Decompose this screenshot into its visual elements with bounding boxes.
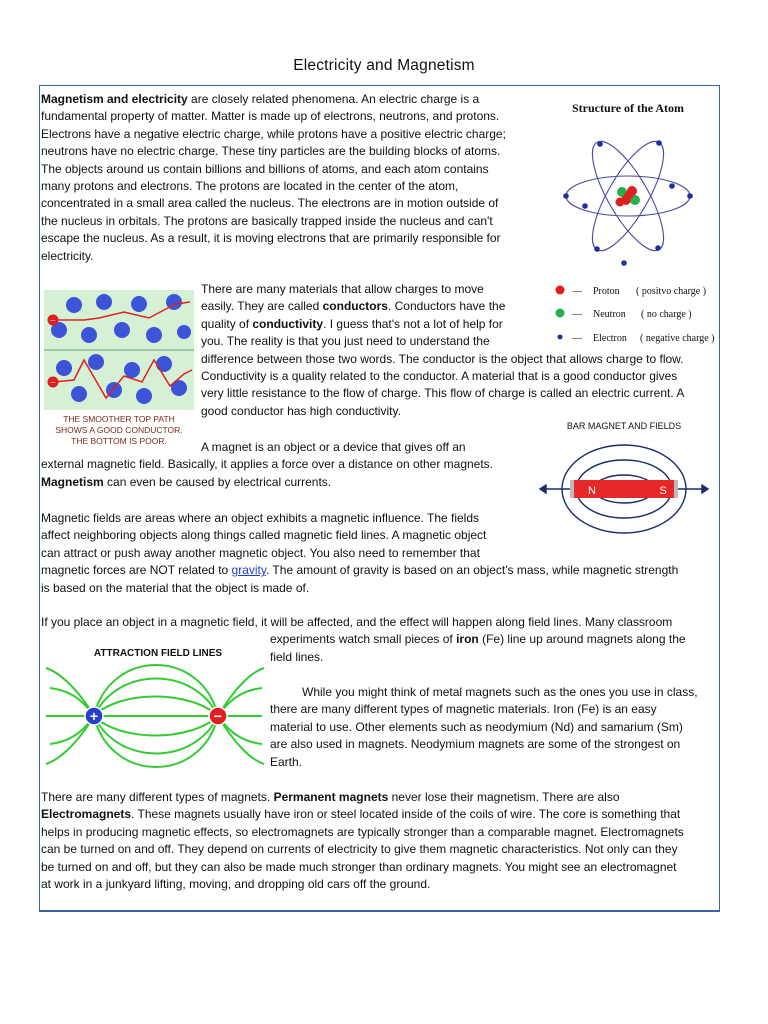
attraction-field-lines <box>46 665 264 767</box>
bold-term: conductors <box>322 299 388 314</box>
paragraph-conductors: There are many materials that allow charges to move easily. They are called conductors. Conductors have the quality of conductivity. I guess that's not a lot of help for you. The reality is that you just need to understand the difference between those two words. The conductor is the object that allows charge to flow. Conductivity is a quality related to the conductor. A material that is a good conductor gives very little resistance to the flow of charge. This flow of charge is called an electric current. A good conductor has high conductivity. <box>201 282 685 418</box>
south-pole-label: S <box>659 485 667 497</box>
gravity-link[interactable]: gravity <box>231 563 266 578</box>
svg-text:−: − <box>50 378 56 389</box>
paragraph-atoms: Magnetism and electricity are closely related phenomena. An electric charge is a fundamental property of matter. Matter is made up of electrons, neutrons, and protons. Electrons have a negative electric charge, while protons have a positive electric charge; neutrons have no electric charge. These tiny particles are the building blocks of atoms. The objects around us contain billions and billions of atoms, and each atom contains many protons and electrons. The protons are located in the center of the atom, concentrated in a small area called the nucleus. The electrons are in motion outside of the nucleus in orbitals. The protons are basically trapped inside the nucleus and can't escape the nucleus. As a result, it is moving electrons that are primarily responsible for electricity. <box>41 92 506 263</box>
bold-term: Magnetism <box>41 474 104 489</box>
paragraph-magnetic-fields: Magnetic fields are areas where an object exhibits a magnetic influence. The fields affect neighboring objects along things called magnetic field lines. A magnetic object can attract or push away another magnetic object. You also need to remember that magnetic forces are NOT related to gravity. The amount of gravity is based on an object's mass, while magnetic strength is based on the material that the object is made of. <box>41 511 679 595</box>
svg-text:—: — <box>572 333 582 344</box>
atom-figure-title: Structure of the Atom <box>571 101 685 115</box>
atom-nucleus <box>616 186 641 207</box>
svg-text:—: — <box>572 309 582 320</box>
paragraph-types-of-magnets: There are many different types of magnets. Permanent magnets never lose their magnetism. There are also Electromagnets. These magnets usually have iron or steel located inside of the coils of wire. The core is something that helps in producing magnetic effects, so electromagnets are typically stronger than a comparable magnet. Electromagnets can be turned on and off. They depend on currents of electricity to give them magnetic characteristics. Not only can they be turned on and off, but they can also be made much stronger than ordinary magnets. You might see an electromagnet at work in a junkyard lifting, moving, and dropping old cars off the ground. <box>41 790 684 892</box>
bold-term: Permanent magnets <box>273 790 389 804</box>
conductor-figure <box>44 290 196 448</box>
conductor-caption-2: SHOWS A GOOD CONDUCTOR. <box>55 425 183 435</box>
svg-text:+: + <box>89 708 99 724</box>
paragraph-magnetic-materials: While you might think of metal magnets such as the ones you use in class, there are many different types of magnetic materials. Iron (Fe) is an easy material to use. Other elements such as neodymium (Nd) and samarium (Sm) are also used in magnets. Neodymium magnets are some of the strongest on Earth. <box>270 685 698 769</box>
svg-text:−: − <box>213 708 223 724</box>
paragraph-magnet: A magnet is an object or a device that gives off an external magnetic field. Basically, it applies a force over a distance on other magnets. Magnetism can even be caused by electrical currents. <box>41 440 494 489</box>
attraction-field-figure <box>40 642 268 792</box>
legend-electron-label: Electron <box>593 333 627 344</box>
legend-proton-label: Proton <box>593 286 620 297</box>
bold-term: Electromagnets <box>41 807 132 822</box>
page-title: Electricity and Magnetism <box>293 57 475 74</box>
bold-term: conductivity <box>252 316 324 331</box>
svg-text:( negative charge ): ( negative charge ) <box>640 333 715 344</box>
bold-term: iron <box>456 632 479 647</box>
north-pole-label: N <box>588 485 596 497</box>
conductor-caption-3: THE BOTTOM IS POOR. <box>71 436 167 446</box>
bar-magnet-title: BAR MAGNET AND FIELDS <box>566 421 682 431</box>
svg-text:—: — <box>572 286 582 297</box>
svg-text:( no charge ): ( no charge ) <box>641 309 692 320</box>
conductor-caption-1: THE SMOOTHER TOP PATH <box>63 414 175 424</box>
bold-term: Magnetism and electricity <box>41 92 188 106</box>
paragraph-field-lines: If you place an object in a magnetic field, it will be affected, and the effect will happen along field lines. Many classroom experiments watch small pieces of iron (Fe) line up around magnets along the field lines. <box>41 615 686 664</box>
svg-text:( positvo charge ): ( positvo charge ) <box>636 286 707 297</box>
legend-neutron-label: Neutron <box>593 309 626 320</box>
attraction-figure-title: ATTRACTION FIELD LINES <box>93 648 223 659</box>
svg-text:−: − <box>50 316 56 327</box>
